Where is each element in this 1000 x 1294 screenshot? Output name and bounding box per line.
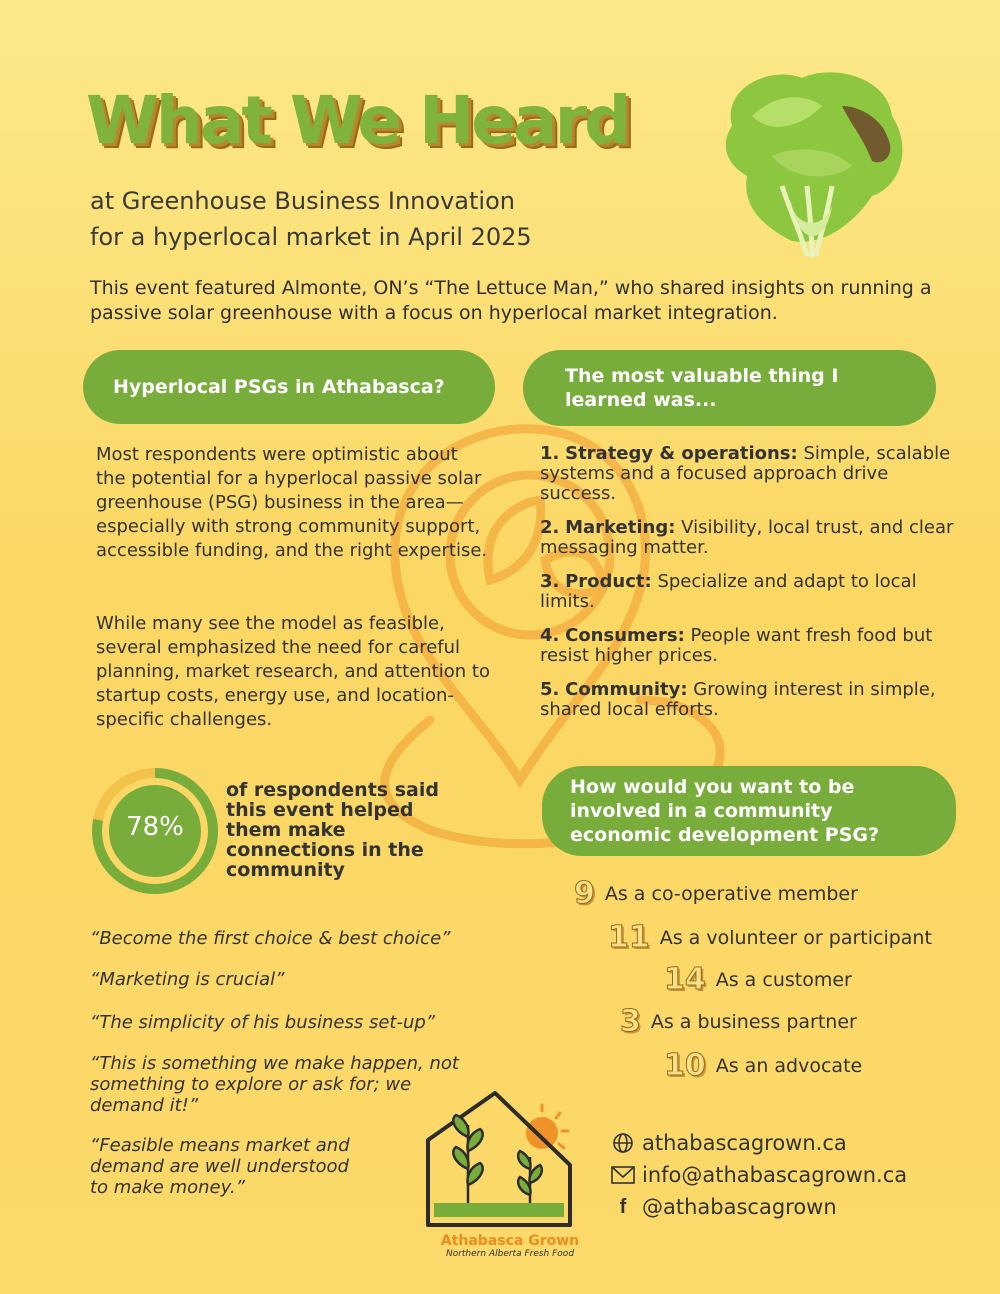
involvement-label: As a business partner	[650, 1010, 857, 1033]
hyperlocal-heading-pill	[83, 350, 495, 424]
quote: “Feasible means market and demand are well understood to make money.”	[90, 1135, 350, 1198]
learned-item	[540, 680, 960, 720]
quote: “The simplicity of his business set-up”	[90, 1012, 436, 1033]
globe-icon	[610, 1130, 636, 1156]
learned-item-text: People want fresh food but resist higher prices.	[540, 625, 933, 666]
social-text[interactable]: @athabascagrown	[642, 1195, 837, 1219]
hyperlocal-paragraph-2: While many see the model as feasible, several emphasized the need for careful planning, market research, and attention to startup costs, energy use, and location-specific challenges.	[96, 613, 490, 730]
learned-item-label: Strategy & operations:	[565, 443, 798, 464]
website-text[interactable]: athabascagrown.ca	[642, 1131, 847, 1155]
involvement-label: As an advocate	[715, 1054, 863, 1077]
learned-item	[540, 626, 960, 666]
logo-name: Athabasca Grown	[440, 1233, 580, 1249]
learned-item-label: Community:	[565, 679, 688, 700]
learned-item-label: Consumers:	[565, 625, 685, 646]
involvement-count: 3	[620, 1004, 641, 1039]
logo-tagline: Northern Alberta Fresh Food	[445, 1249, 575, 1259]
lettuce-illustration	[712, 66, 912, 266]
learned-item-text: Simple, scalable systems and a focused approach drive success.	[540, 443, 951, 504]
subtitle-line-2: for a hyperlocal market in April 2025	[90, 223, 532, 251]
involvement-label: As a volunteer or participant	[659, 926, 932, 949]
involvement-item	[664, 962, 852, 997]
involvement-label: As a customer	[715, 968, 852, 991]
learned-item-label: Marketing:	[565, 517, 676, 538]
learned-item-number: 2.	[540, 517, 560, 538]
involvement-item	[664, 1048, 862, 1083]
contact-website[interactable]	[610, 1130, 847, 1156]
involvement-count: 11	[608, 920, 650, 955]
envelope-icon	[610, 1162, 636, 1188]
involvement-item	[608, 920, 932, 955]
involvement-item	[574, 876, 858, 911]
hyperlocal-paragraph-1: Most respondents were optimistic about the potential for a hyperlocal passive solar greenhouse (PSG) business in the area—especially with strong community support, accessible funding, and the right expertise.	[96, 444, 488, 561]
involvement-count: 14	[664, 962, 706, 997]
learned-item-number: 3.	[540, 571, 560, 592]
facebook-icon: f	[619, 1195, 627, 1218]
involvement-item	[620, 1004, 857, 1039]
quote: “Marketing is crucial”	[90, 969, 285, 990]
learned-item	[540, 518, 960, 558]
learned-item-text: Visibility, local trust, and clear messaging matter.	[540, 517, 954, 558]
learned-list	[540, 444, 960, 734]
learned-item-number: 1.	[540, 443, 560, 464]
learned-item-text: Growing interest in simple, shared local efforts.	[540, 679, 936, 720]
involvement-label: As a co-operative member	[604, 882, 858, 905]
learned-heading-pill	[523, 350, 936, 426]
learned-item-label: Product:	[565, 571, 652, 592]
learned-item	[540, 444, 960, 504]
contact-social[interactable]	[610, 1194, 837, 1220]
learned-item-number: 4.	[540, 625, 560, 646]
email-text[interactable]: info@athabascagrown.ca	[642, 1163, 908, 1187]
athabasca-grown-logo	[420, 1085, 600, 1245]
intro-paragraph: This event featured Almonte, ON’s “The Lettuce Man,” who shared insights on running a passive solar greenhouse with a focus on hyperlocal market integration.	[90, 277, 932, 324]
learned-heading: The most valuable thing I learned was...	[565, 365, 839, 411]
learned-item	[540, 572, 960, 612]
involvement-heading-pill	[542, 766, 956, 856]
quote: “Become the first choice & best choice”	[90, 928, 451, 949]
quote: “This is something we make happen, not something to explore or ask for; we demand it!”	[90, 1053, 459, 1116]
hyperlocal-heading: Hyperlocal PSGs in Athabasca?	[113, 376, 445, 398]
learned-item-number: 5.	[540, 679, 560, 700]
page-subtitle	[90, 183, 650, 255]
subtitle-line-1: at Greenhouse Business Innovation	[90, 187, 515, 215]
stat-text: of respondents said this event helped them make connections in the community	[226, 779, 439, 881]
learned-item-text: Specialize and adapt to local limits.	[540, 571, 917, 612]
page-title: What We Heard	[86, 82, 629, 159]
percent-label: 78%	[126, 812, 184, 842]
contact-email[interactable]	[610, 1162, 907, 1188]
involvement-heading: How would you want to be involved in a community economic development PSG?	[570, 776, 880, 846]
involvement-count: 9	[574, 876, 595, 911]
involvement-count: 10	[664, 1048, 706, 1083]
